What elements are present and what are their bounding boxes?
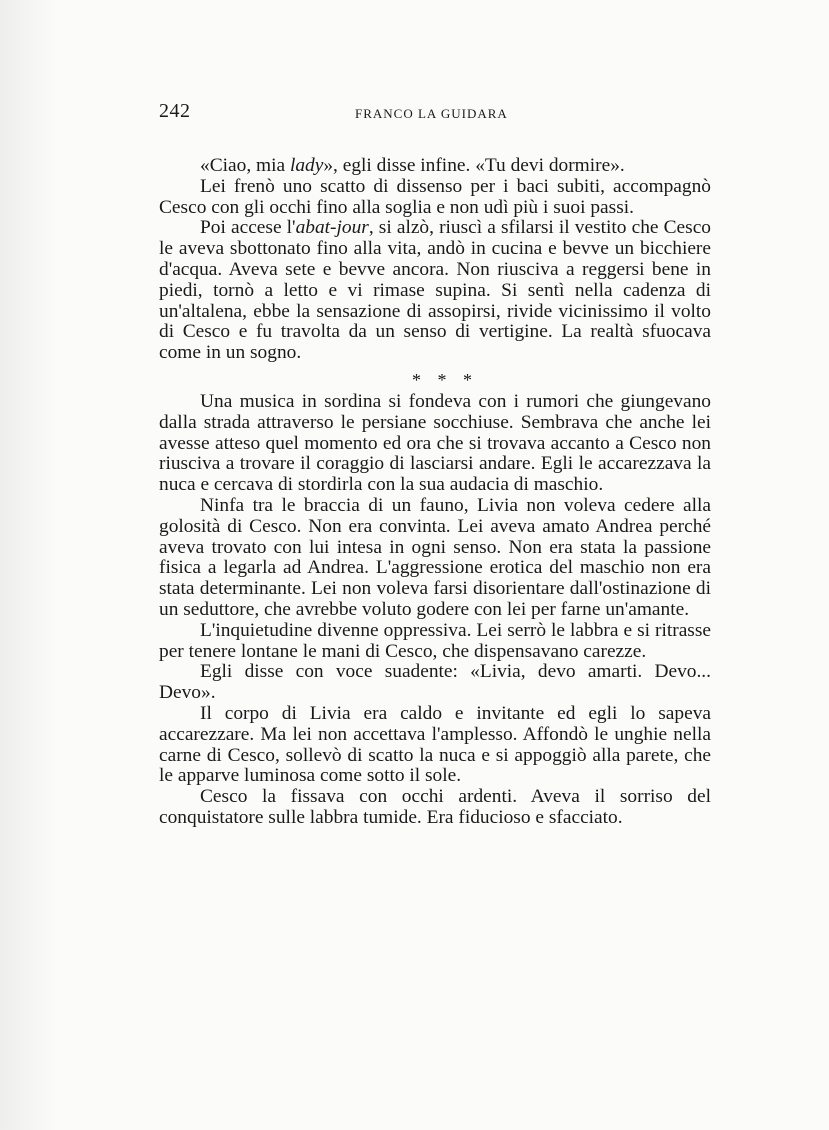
paragraph: L'inquietudine divenne oppressiva. Lei serrò le labbra e si ritrasse per tenere lontane le mani di Cesco, che dispensavano carezze. xyxy=(159,619,711,662)
paragraph: Il corpo di Livia era caldo e invitante ed egli lo sapeva accarezzare. Ma lei non accettava l'amplesso. Affondò le unghie nella carne di Cesco, sollevò di scatto la nuca e si appoggiò alla parete, che le apparve luminosa come sotto il sole. xyxy=(159,702,711,787)
section-separator: * * * xyxy=(412,369,478,390)
running-head: FRANCO LA GUIDARA xyxy=(355,106,508,121)
paragraph: Poi accese l'abat-jour, si alzò, riuscì a sfilarsi il vestito che Cesco le aveva sbottonato fino alla vita, andò in cucina e bevve un bicchiere d'acqua. Aveva sete e bevve ancora. Non riusciva a reggersi bene in piedi, tornò a letto e vi rimase supina. Si sentì nella cadenza di un'altalena, ebbe la sensazione di assopirsi, rivide vicinissimo il volto di Cesco e fu travolta da un senso di vertigine. La realtà sfuocava come in un sogno. xyxy=(159,217,711,364)
paragraph: Egli disse con voce suadente: «Livia, devo amarti. Devo... Devo». xyxy=(159,661,711,704)
body-text xyxy=(159,156,711,829)
paragraph: Una musica in sordina si fondeva con i rumori che giungevano dalla strada attraverso le persiane socchiuse. Sembrava che anche lei avesse atteso quel momento ed ora che si trovava accanto a Cesco non riusciva a trovare il coraggio di lasciarsi andare. Egli le accarezzava la nuca e cercava di stordirla con la sua audacia di maschio. xyxy=(159,390,711,496)
page-header xyxy=(159,100,711,130)
paragraph: Ninfa tra le braccia di un fauno, Livia non voleva cedere alla golosità di Cesco. Non era convinta. Lei aveva amato Andrea perché aveva trovato con lui intesa in ogni senso. Non era stata la passione fisica a legarla ad Andrea. L'aggressione erotica del maschio non era stata determinante. Lei non voleva farsi disorientare dall'ostinazione di un seduttore, che avrebbe voluto godere con lei per farne un'amante. xyxy=(159,494,711,620)
paragraph: «Ciao, mia lady», egli disse infine. «Tu devi dormire». xyxy=(200,155,625,176)
page-edge-shadow xyxy=(0,0,58,1130)
paragraph: Lei frenò uno scatto di dissenso per i baci subiti, accompagnò Cesco con gli occhi fino alla soglia e non udì più i suoi passi. xyxy=(159,175,711,218)
page-number: 242 xyxy=(159,100,191,122)
paragraph: Cesco la fissava con occhi ardenti. Aveva il sorriso del conquistatore sulle labbra tumide. Era fiducioso e sfacciato. xyxy=(159,786,711,828)
